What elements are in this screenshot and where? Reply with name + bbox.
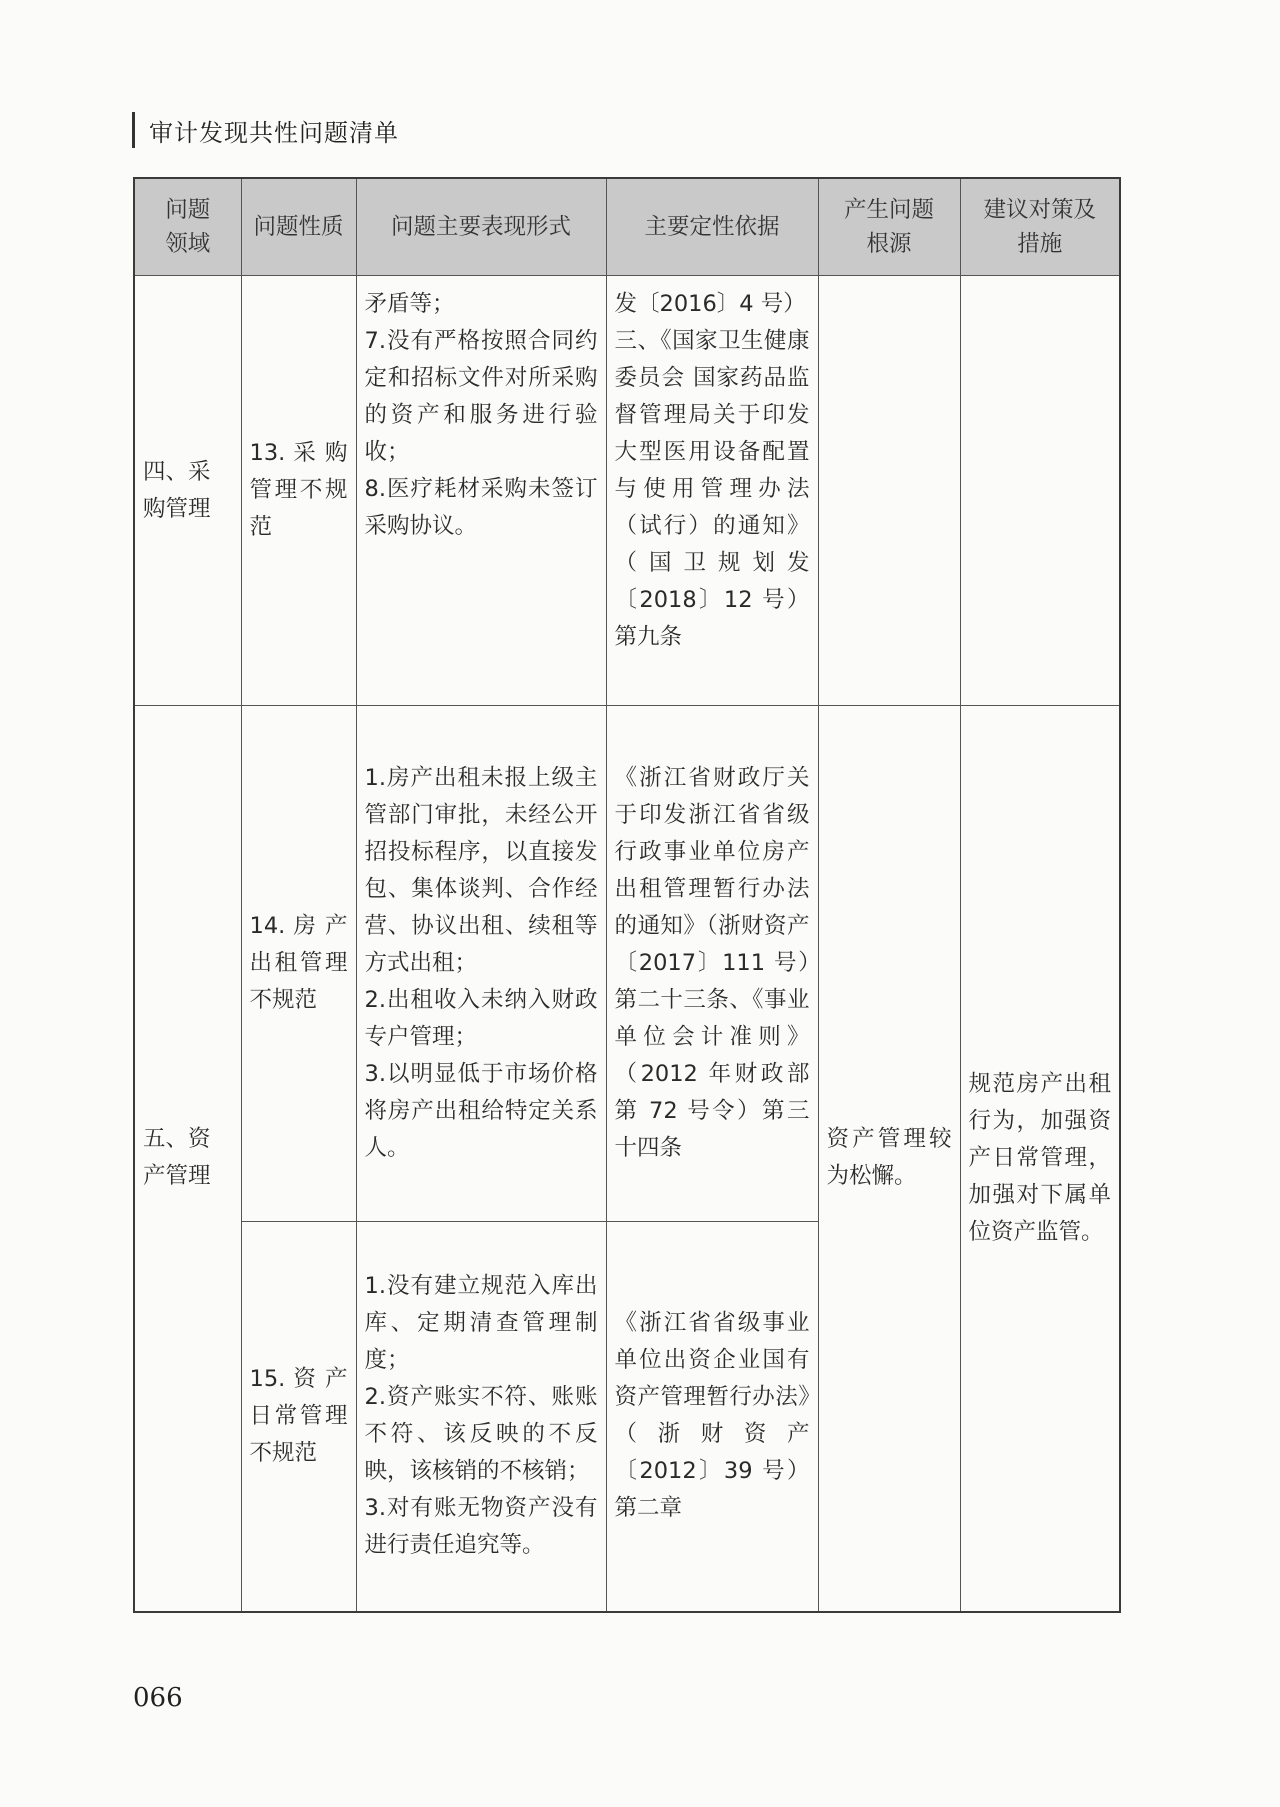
forms-line: 3.以明显低于市场价格将房产出租给特定关系人。 <box>364 1061 598 1161</box>
header-nature: 问题性质 <box>241 178 356 276</box>
header-area-line2: 领域 <box>165 231 211 257</box>
cell-forms <box>356 1222 606 1612</box>
cell-forms <box>356 276 606 706</box>
cell-nature: 14. 房 产 出租管理不规范 <box>241 706 356 1222</box>
cell-advice: 规范房产出租行为，加强资产日常管理，加强对下属单位资产监管。 <box>960 706 1120 1612</box>
cell-nature: 15. 资 产 日常管理不规范 <box>241 1222 356 1612</box>
header-area-line1: 问题 <box>165 197 211 223</box>
cell-area: 五、资产管理 <box>134 706 241 1612</box>
table-header-row <box>134 178 1120 276</box>
header-cause-line2: 根源 <box>866 231 912 257</box>
forms-line: 1.房产出租未报上级主管部门审批，未经公开招投标程序，以直接发包、集体谈判、合作经营、协议出租、续租等方式出租； <box>364 765 598 976</box>
running-head-title: 审计发现共性问题清单 <box>149 118 399 147</box>
cell-forms <box>356 706 606 1222</box>
forms-line: 矛盾等； <box>364 291 455 317</box>
forms-line: 3.对有账无物资产没有进行责任追究等。 <box>364 1495 598 1559</box>
forms-line: 2.资产账实不符、账账不符、该反映的不反映，该核销的不核销； <box>364 1384 598 1485</box>
header-advice-line1: 建议对策及 <box>983 197 1096 223</box>
header-area <box>134 178 241 276</box>
cell-cause: 资产管理较为松懈。 <box>818 706 960 1612</box>
table-row <box>134 706 1120 1222</box>
running-head <box>132 110 399 150</box>
header-advice-line2: 措施 <box>1017 231 1063 257</box>
forms-line: 8.医疗耗材采购未签订采购协议。 <box>364 476 598 539</box>
cell-cause <box>818 276 960 706</box>
cell-nature: 13. 采 购 管理不规范 <box>241 276 356 706</box>
header-forms: 问题主要表现形式 <box>356 178 606 276</box>
forms-line: 7.没有严格按照合同约定和招标文件对所采购的资产和服务进行验收； <box>364 328 598 465</box>
basis-line: 三、《国家卫生健康委员会 国家药品监督管理局关于印发大型医用设备配置与使用管理办法（试行）的通知》（国卫规划发〔2018〕12 号）第九条 <box>614 328 810 650</box>
cell-basis: 《浙江省省级事业单位出资企业国有资产管理暂行办法》（浙财资产〔2012〕39 号）第二章 <box>606 1222 818 1612</box>
table-row <box>134 276 1120 706</box>
basis-line: 发〔2016〕4 号） <box>614 291 806 317</box>
cell-basis <box>606 276 818 706</box>
header-cause-line1: 产生问题 <box>843 197 934 223</box>
header-advice <box>960 178 1120 276</box>
header-basis: 主要定性依据 <box>606 178 818 276</box>
header-cause <box>818 178 960 276</box>
cell-advice <box>960 276 1120 706</box>
cell-basis: 《浙江省财政厅关于印发浙江省省级行政事业单位房产出租管理暂行办法的通知》（浙财资产〔2017〕111 号）第二十三条、《事业单位会计准则》（2012 年财政部第 72 号令）第三十四条 <box>606 706 818 1222</box>
cell-area: 四、采购管理 <box>134 276 241 706</box>
audit-issues-table <box>133 177 1121 1613</box>
forms-line: 1.没有建立规范入库出库、定期清查管理制度； <box>364 1273 598 1374</box>
forms-line: 2.出租收入未纳入财政专户管理； <box>364 987 598 1050</box>
running-head-bar <box>132 112 135 148</box>
page-number: 066 <box>133 1683 183 1713</box>
